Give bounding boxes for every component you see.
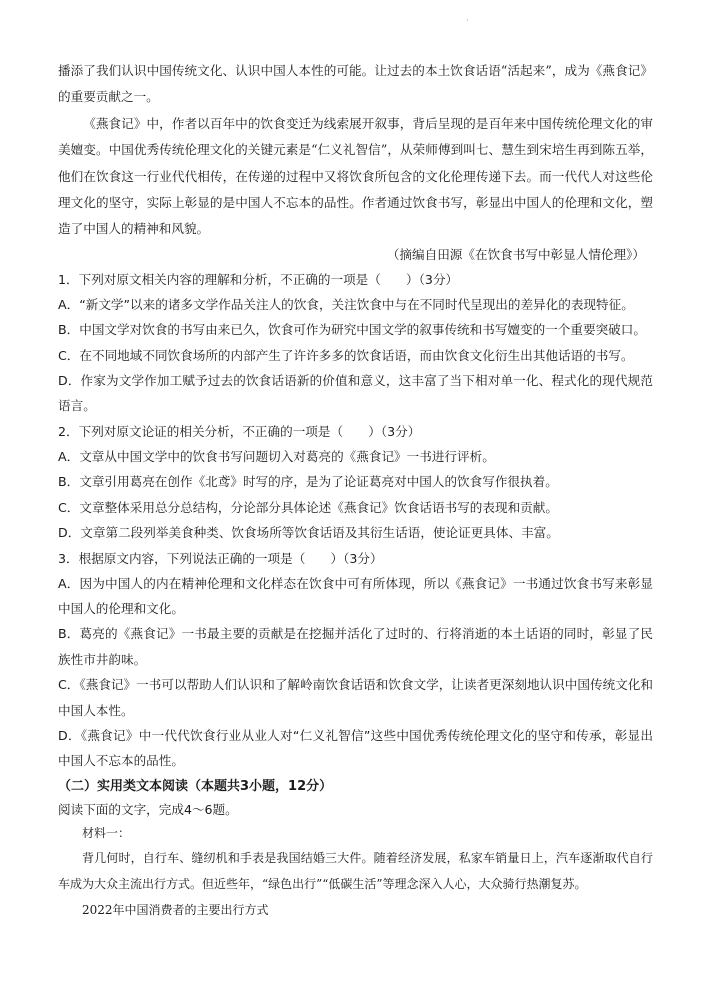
section-practical-reading <box>58 774 653 923</box>
option-b: B．文章引用葛亮在创作《北鸢》时写的序，是为了论证葛亮对中国人的饮食写作很执着。 <box>58 474 558 490</box>
option-c: C．文章整体采用总分总结构，分论部分具体论述《燕食记》饮食话语书写的表现和贡献。 <box>58 499 558 515</box>
option-d: D．作家为文学作加工赋予过去的饮食话语新的价值和意义，这丰富了当下相对单一化、程式化的现代规范语言。 <box>58 373 653 414</box>
question-stem: 3．根据原文内容，下列说法正确的一项是（ ）（3分） <box>58 550 383 566</box>
intro-paragraph-2: 《燕食记》中，作者以百年中的饮食变迁为线索展开叙事，背后呈现的是百年来中国传统伦理文化的审美嬗变。中国优秀传统伦理文化的关键元素是“仁义礼智信”，从荣师傅到叫七、慧生到宋培生再到陈五举，他们在饮食这一行业代代相传，在传递的过程中又将饮食所包含的文化伦理传递下去。而一代代人对这些伦理文化的坚守，实际上彰显的是中国人不忘本的品性。作者通过饮食书写，彰显出中国人的伦理和文化，塑造了中国人的精神和风貌。 <box>58 115 653 237</box>
option-c: C．《燕食记》一书可以帮助人们认识和了解岭南饮食话语和饮食文学，让读者更深刻地认识中国传统文化和中国人本性。 <box>58 677 653 718</box>
page-mark: · <box>466 16 469 25</box>
question-stem: 2．下列对原文论证的相关分析，不正确的一项是（ ）（3分） <box>58 423 421 439</box>
question-1 <box>58 267 653 419</box>
section-instruction: 阅读下面的文字，完成4～6题。 <box>58 801 238 817</box>
question-stem: 1．下列对原文相关内容的理解和分析，不正确的一项是（ ）（3分） <box>58 271 459 287</box>
question-2 <box>58 419 653 546</box>
source-citation: （摘编自田源《在饮食书写中彰显人情伦理》） <box>386 246 645 262</box>
figure-caption: 2022年中国消费者的主要出行方式 <box>82 902 269 917</box>
section-title: （二）实用类文本阅读（本题共3小题，12分） <box>58 778 333 794</box>
material-label: 材料一： <box>82 825 131 840</box>
option-d: D．《燕食记》中一代代饮食行业从业人对“仁义礼智信”这些中国优秀传统伦理文化的坚守和传承，彰显出中国人不忘本的品性。 <box>58 727 653 769</box>
option-d: D．文章第二段列举美食种类、饮食场所等饮食话语及其衍生话语，使论证更具体、丰富。 <box>58 525 559 541</box>
option-a: A．因为中国人的内在精神伦理和文化样态在饮食中可有所体现，所以《燕食记》一书通过饮食书写来彰显中国人的伦理和文化。 <box>58 575 653 616</box>
option-a: A．文章从中国文学中的饮食书写问题切入对葛亮的《燕食记》一书进行评析。 <box>58 448 495 464</box>
option-c: C．在不同地域不同饮食场所的内部产生了许许多多的饮食话语，而由饮食文化衍生出其他话语的书写。 <box>58 347 634 363</box>
option-b: B．中国文学对饮食的书写由来已久，饮食可作为研究中国文学的叙事传统和书写嬗变的一个重要突破口。 <box>58 322 646 338</box>
option-a: A．“新文学”以来的诸多文学作品关注人的饮食，关注饮食中与在不同时代呈现出的差异化的表现特征。 <box>58 296 634 312</box>
intro-paragraph-1: 播添了我们认识中国传统文化、认识中国人本性的可能。让过去的本土饮食话语“活起来”，成为《燕食记》的重要贡献之一。 <box>58 63 653 105</box>
option-b: B．葛亮的《燕食记》一书最主要的贡献是在挖掘并活化了过时的、行将消逝的本土话语的同时，彰显了民族性市井韵味。 <box>58 626 653 667</box>
material-text: 背几何时，自行车、缝纫机和手表是我国结婚三大件。随着经济发展，私家车销量日上，汽车逐渐取代自行车成为大众主流出行方式。但近些年，“绿色出行”“低碳生活”等理念深入人心，大众骑行热潮复苏。 <box>58 850 653 891</box>
question-3 <box>58 546 653 774</box>
